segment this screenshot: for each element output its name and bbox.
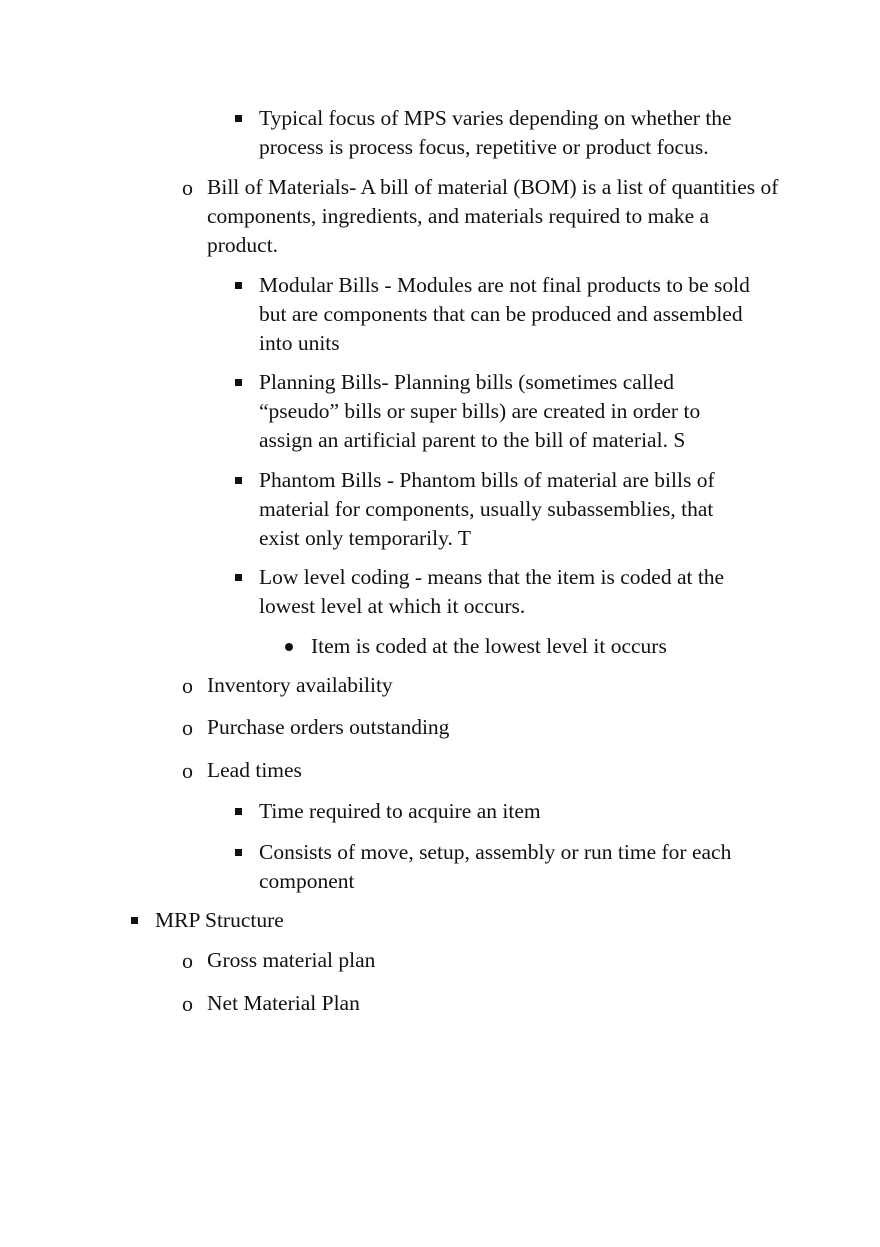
- list-item: [155, 906, 755, 935]
- list-item: [182, 713, 782, 742]
- list-item: [182, 946, 782, 975]
- square-bullet-icon: [235, 466, 242, 484]
- square-bullet-icon: [131, 906, 138, 924]
- list-item: [259, 466, 759, 553]
- list-item: [259, 271, 759, 358]
- list-item: [311, 632, 781, 661]
- list-item: [182, 173, 782, 260]
- list-item-text: Typical focus of MPS varies depending on whether the process is process focus, repetitive or product focus.: [259, 106, 732, 159]
- list-item-text: Purchase orders outstanding: [207, 715, 450, 739]
- list-item-text: Low level coding - means that the item is coded at the lowest level at which it occurs.: [259, 565, 725, 618]
- square-bullet-icon: [235, 797, 242, 815]
- list-item-text: Item is coded at the lowest level it occurs: [311, 634, 667, 658]
- square-bullet-icon: [235, 838, 242, 856]
- list-item-text: Bill of Materials- A bill of material (BOM) is a list of quantities of components, ingredients, and materials required to make a product.: [207, 175, 779, 257]
- list-item-text: Consists of move, setup, assembly or run time for each component: [259, 840, 732, 893]
- list-item-text: Net Material Plan: [207, 991, 360, 1015]
- list-item: [182, 989, 782, 1018]
- list-item: [182, 756, 782, 785]
- list-item: [259, 797, 784, 826]
- list-item: [259, 563, 774, 621]
- square-bullet-icon: [235, 271, 242, 289]
- list-item-text: Time required to acquire an item: [259, 799, 541, 823]
- list-item-text: Modular Bills - Modules are not final products to be sold but are components that can be produced and assembled into units: [259, 273, 750, 355]
- circle-bullet-icon: o: [182, 715, 193, 740]
- circle-bullet-icon: o: [182, 175, 193, 200]
- circle-bullet-icon: o: [182, 673, 193, 698]
- list-item-text: Planning Bills- Planning bills (sometimes called “pseudo” bills or super bills) are created in order to assign an artificial parent to the bill of material. S: [259, 370, 701, 452]
- list-item-text: Inventory availability: [207, 673, 393, 697]
- circle-bullet-icon: o: [182, 991, 193, 1016]
- list-item: [259, 104, 784, 162]
- square-bullet-icon: [235, 368, 242, 386]
- list-item-text: Lead times: [207, 758, 302, 782]
- list-item: [182, 671, 782, 700]
- list-item: [259, 838, 784, 896]
- circle-bullet-icon: o: [182, 948, 193, 973]
- square-bullet-icon: [235, 104, 242, 122]
- list-item-text: Phantom Bills - Phantom bills of material are bills of material for components, usually subassemblies, that exist only temporarily. T: [259, 468, 715, 550]
- list-item-text: MRP Structure: [155, 908, 284, 932]
- square-bullet-icon: [235, 563, 242, 581]
- dot-bullet-icon: [285, 632, 293, 651]
- circle-bullet-icon: o: [182, 758, 193, 783]
- list-item-text: Gross material plan: [207, 948, 376, 972]
- list-item: [259, 368, 759, 455]
